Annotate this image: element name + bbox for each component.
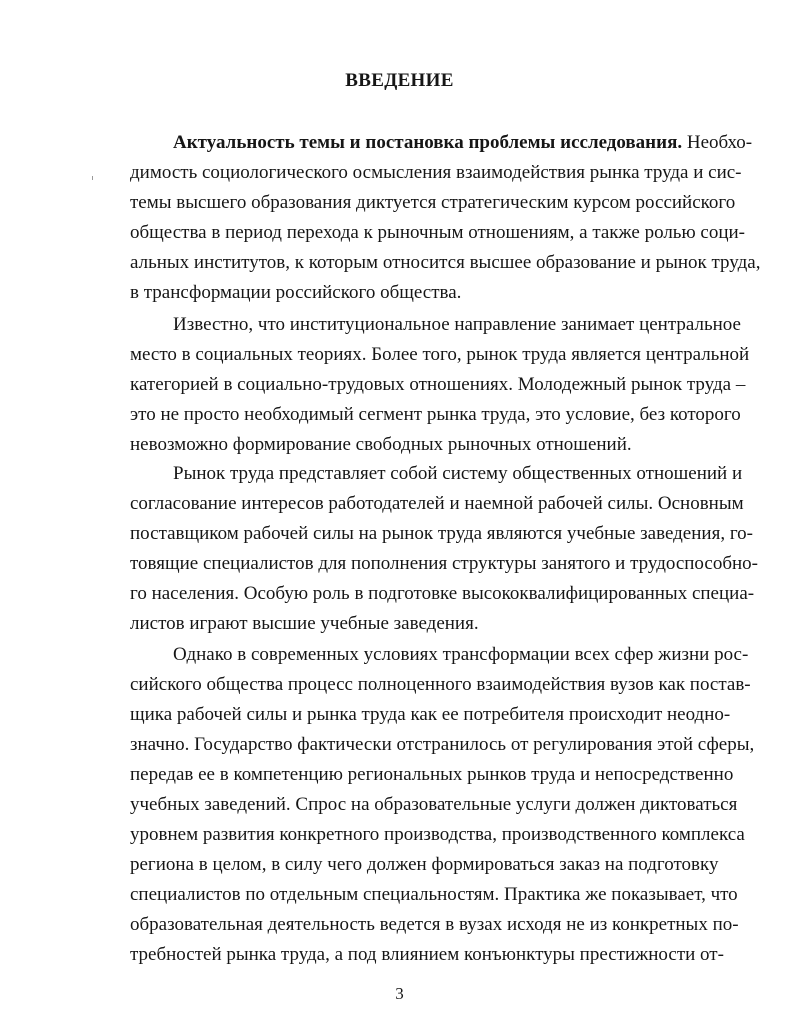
page-number: 3	[395, 984, 404, 1003]
paragraph-line: невозможно формирование свободных рыночных отношений.	[130, 434, 632, 455]
paragraph-line: щика рабочей силы и рынка труда как ее потребителя происходит неодно-	[130, 704, 731, 725]
paragraph-line: специалистов по отдельным специальностям. Практика же показывает, что	[130, 884, 738, 905]
paragraph-line: поставщиком рабочей силы на рынок труда являются учебные заведения, го-	[130, 523, 753, 544]
paragraph-line: го населения. Особую роль в подготовке высококвалифицированных специа-	[130, 583, 755, 604]
paragraph-line: это не просто необходимый сегмент рынка труда, это условие, без которого	[130, 404, 741, 425]
paragraph-line: Известно, что институциональное направление занимает центральное	[173, 314, 741, 335]
paragraph-line: учебных заведений. Спрос на образовательные услуги должен диктоваться	[130, 794, 738, 815]
paragraph-line: образовательная деятельность ведется в вузах исходя не из конкретных по-	[130, 914, 739, 935]
section-heading: ВВЕДЕНИЕ	[345, 70, 454, 91]
paragraph-line: уровнем развития конкретного производства, производственного комплекса	[130, 824, 745, 845]
line-text: Необхо-	[686, 132, 753, 153]
paragraph-line: Рынок труда представляет собой систему общественных отношений и	[173, 463, 743, 484]
paragraph-line: товящие специалистов для пополнения структуры занятого и трудоспособно-	[130, 553, 759, 574]
lead-phrase: Актуальность темы и постановка проблемы исследования.	[173, 132, 683, 153]
paragraph-line: требностей рынка труда, а под влиянием конъюнктуры престижности от-	[130, 944, 724, 965]
paragraph-line: альных институтов, к которым относится высшее образование и рынок труда,	[130, 252, 761, 273]
paragraph-line: Однако в современных условиях трансформации всех сфер жизни рос-	[173, 644, 749, 665]
paragraph-line: передав ее в компетенцию региональных рынков труда и непосредственно	[130, 764, 734, 785]
paragraph-line: темы высшего образования диктуется стратегическим курсом российского	[130, 192, 736, 213]
paragraph-line: сийского общества процесс полноценного взаимодействия вузов как постав-	[130, 674, 751, 695]
paragraph-line: значно. Государство фактически отстранилось от регулирования этой сферы,	[130, 734, 755, 755]
paragraph-line	[173, 128, 753, 158]
paragraph-line: в трансформации российского общества.	[130, 282, 462, 303]
paragraph-line: место в социальных теориях. Более того, рынок труда является центральной	[130, 344, 750, 365]
scan-mark	[92, 176, 93, 180]
paragraph-line: листов играют высшие учебные заведения.	[130, 613, 479, 634]
paragraph-line: общества в период перехода к рыночным отношениям, а также ролью соци-	[130, 222, 746, 243]
paragraph-line: категорией в социально-трудовых отношениях. Молодежный рынок труда –	[130, 374, 746, 395]
paragraph-line: региона в целом, в силу чего должен формироваться заказ на подготовку	[130, 854, 719, 875]
paragraph-line: димость социологического осмысления взаимодействия рынка труда и сис-	[130, 162, 742, 183]
paragraph-line: согласование интересов работодателей и наемной рабочей силы. Основным	[130, 493, 744, 514]
